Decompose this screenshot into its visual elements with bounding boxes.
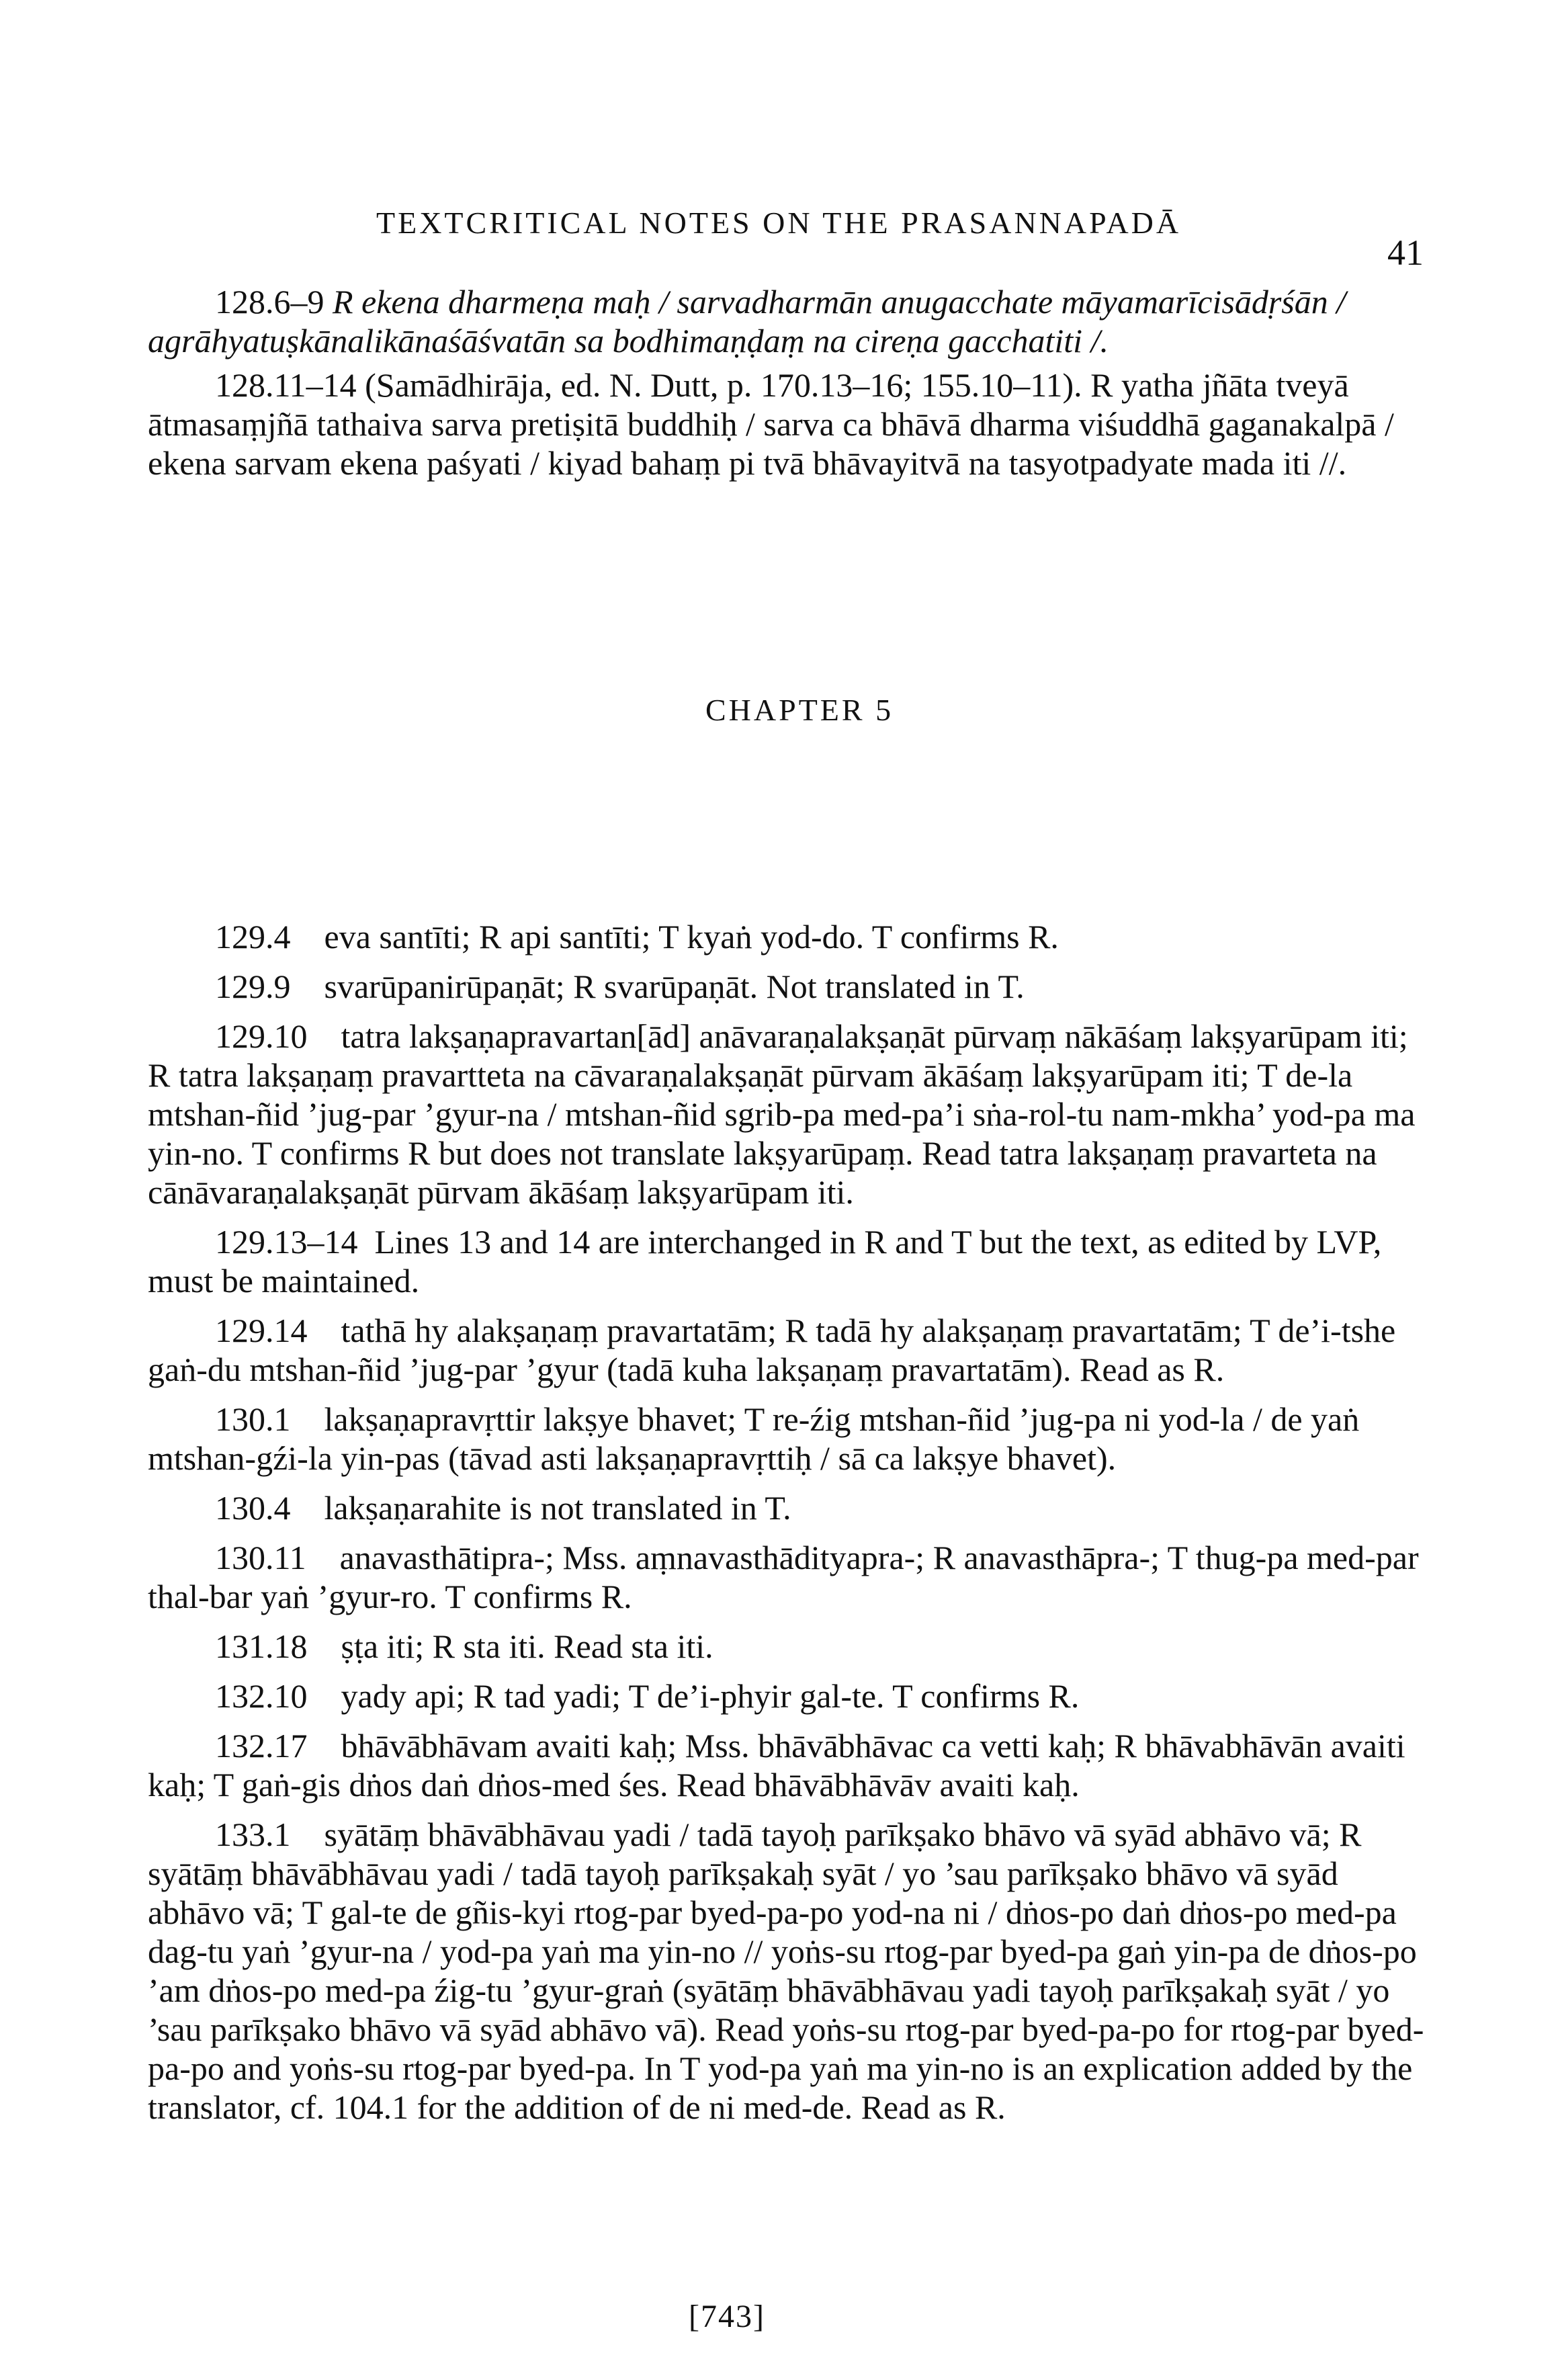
note-entry — [148, 1400, 1438, 1478]
note-entry — [148, 1488, 1438, 1527]
note-entry — [148, 1676, 1438, 1715]
note-ref: 132.17 — [215, 1727, 308, 1765]
note-ref: 129.10 — [215, 1017, 308, 1055]
note-text: svarūpanirūpaṇāt; R svarūpaṇāt. Not translated in T. — [324, 968, 1025, 1005]
note-ref: 131.18 — [215, 1627, 308, 1665]
note-text: tatra lakṣaṇapravartan[ād] anāvaraṇalakṣaṇāt pūrvaṃ nākāśaṃ lakṣyarūpam iti; R tatra lakṣaṇaṃ pravartteta na cāvaraṇalakṣaṇāt pūrvam ākāśaṃ lakṣyarūpam iti; T de-la mtshan-ñid ’jug-par ’gyur-na / mtshan-ñid sgrib-pa med-pa’i sṅa-rol-tu nam-mkha’ yod-pa ma yin-no. T confirms R but does not translate lakṣyarūpaṃ. Read tatra lakṣaṇaṃ pravarteta na cānāvaraṇalakṣaṇāt pūrvam ākāśaṃ lakṣyarūpam iti. — [148, 1017, 1416, 1211]
note-text: syātāṃ bhāvābhāvau yadi / tadā tayoḥ parīkṣako bhāvo vā syād abhāvo vā; R syātāṃ bhāvābhāvau yadi / tadā tayoḥ parīkṣakaḥ syāt / yo ’sau parīkṣako bhāvo vā syād abhāvo vā; T gal-te de gñis-kyi rtog-par byed-pa-po yod-na ni / dṅos-po daṅ dṅos-po med-pa dag-tu yaṅ ’gyur-na / yod-pa yaṅ ma yin-no // yoṅs-su rtog-par byed-pa gaṅ yin-pa de dṅos-po ’am dṅos-po med-pa źig-tu ’gyur-graṅ (syātāṃ bhāvābhāvau yadi tayoḥ parīkṣakaḥ syāt / yo ’sau parīkṣako bhāvo vā syād abhāvo vā). Read yoṅs-su rtog-par byed-pa-po for rtog-par byed-pa-po and yoṅs-su rtog-par byed-pa. In T yod-pa yaṅ ma yin-no is an explication added by the translator, cf. 104.1 for the addition of de ni med-de. Read as R. — [148, 1816, 1424, 2126]
note-entry — [148, 1222, 1438, 1300]
note-ref: 129.13–14 — [215, 1223, 358, 1261]
note-text: eva santīti; R api santīti; T kyaṅ yod-do. T confirms R. — [324, 918, 1059, 955]
note-entry — [148, 1538, 1438, 1616]
note-ref: 130.11 — [215, 1539, 306, 1576]
note-entry — [148, 1726, 1438, 1804]
note-text: (Samādhirāja, ed. N. Dutt, p. 170.13–16; 155.10–11). R yatha jñāta tveyā ātmasaṃjñā tathaiva sarva pretiṣitā buddhiḥ / sarva ca bhāvā dharma viśuddhā gaganakalpā / ekena sarvam ekena paśyati / kiyad bahaṃ pi tvā bhāvayitvā na tasyotpadyate mada iti //. — [148, 366, 1394, 482]
running-title: TEXTCRITICAL NOTES ON THE PRASANNAPADĀ — [376, 206, 1182, 240]
note-ref: 132.10 — [215, 1677, 308, 1715]
note-text: R ekena dharmeṇa maḥ / sarvadharmān anugacchate māyamarīcisādṛśān / agrāhyatuṣkānalikānaśāśvatān sa bodhimaṇḍaṃ na cireṇa gacchatiti /. — [148, 283, 1346, 359]
note-entry — [148, 366, 1438, 482]
note-entry — [148, 1017, 1438, 1212]
note-text: anavasthātipra-; Mss. aṃnavasthādityapra-; R anavasthāpra-; T thug-pa med-par thal-bar yaṅ ’gyur-ro. T confirms R. — [148, 1539, 1419, 1615]
folio-number: [743] — [689, 2299, 765, 2334]
note-text: lakṣaṇapravṛttir lakṣye bhavet; T re-źig mtshan-ñid ’jug-pa ni yod-la / de yaṅ mtshan-gźi-la yin-pas (tāvad asti lakṣaṇapravṛttiḥ / sā ca lakṣye bhavet). — [148, 1400, 1360, 1477]
note-entry — [148, 967, 1438, 1006]
note-ref: 129.4 — [215, 918, 291, 955]
note-entry — [148, 917, 1438, 956]
note-text: bhāvābhāvam avaiti kaḥ; Mss. bhāvābhāvac ca vetti kaḥ; R bhāvabhāvān avaiti kaḥ; T gaṅ-gis dṅos daṅ dṅos-med śes. Read bhāvābhāvāv avaiti kaḥ. — [148, 1727, 1405, 1803]
note-ref: 128.11–14 — [215, 366, 357, 404]
page-number: 41 — [1387, 232, 1424, 273]
notes-after-chapter — [148, 917, 1438, 2137]
note-ref: 133.1 — [215, 1816, 291, 1853]
note-ref: 129.14 — [215, 1312, 308, 1349]
note-ref: 128.6–9 — [215, 283, 324, 321]
note-text: lakṣaṇarahite is not translated in T. — [324, 1489, 791, 1527]
chapter-heading: CHAPTER 5 — [705, 693, 894, 727]
note-entry — [148, 282, 1438, 360]
note-text: Lines 13 and 14 are interchanged in R and T but the text, as edited by LVP, must be maintained. — [148, 1223, 1382, 1300]
notes-before-chapter — [148, 282, 1438, 488]
note-text: ṣṭa iti; R sta iti. Read sta iti. — [341, 1627, 713, 1665]
note-ref: 129.9 — [215, 968, 291, 1005]
note-entry — [148, 1627, 1438, 1666]
note-text: yady api; R tad yadi; T de’i-phyir gal-te. T confirms R. — [341, 1677, 1080, 1715]
note-text: tathā hy alakṣaṇaṃ pravartatām; R tadā hy alakṣaṇaṃ pravartatām; T de’i-tshe gaṅ-du mtshan-ñid ’jug-par ’gyur (tadā kuha lakṣaṇaṃ pravartatām). Read as R. — [148, 1312, 1396, 1388]
note-entry — [148, 1311, 1438, 1389]
note-ref: 130.4 — [215, 1489, 291, 1527]
note-entry — [148, 1815, 1438, 2127]
note-ref: 130.1 — [215, 1400, 291, 1438]
